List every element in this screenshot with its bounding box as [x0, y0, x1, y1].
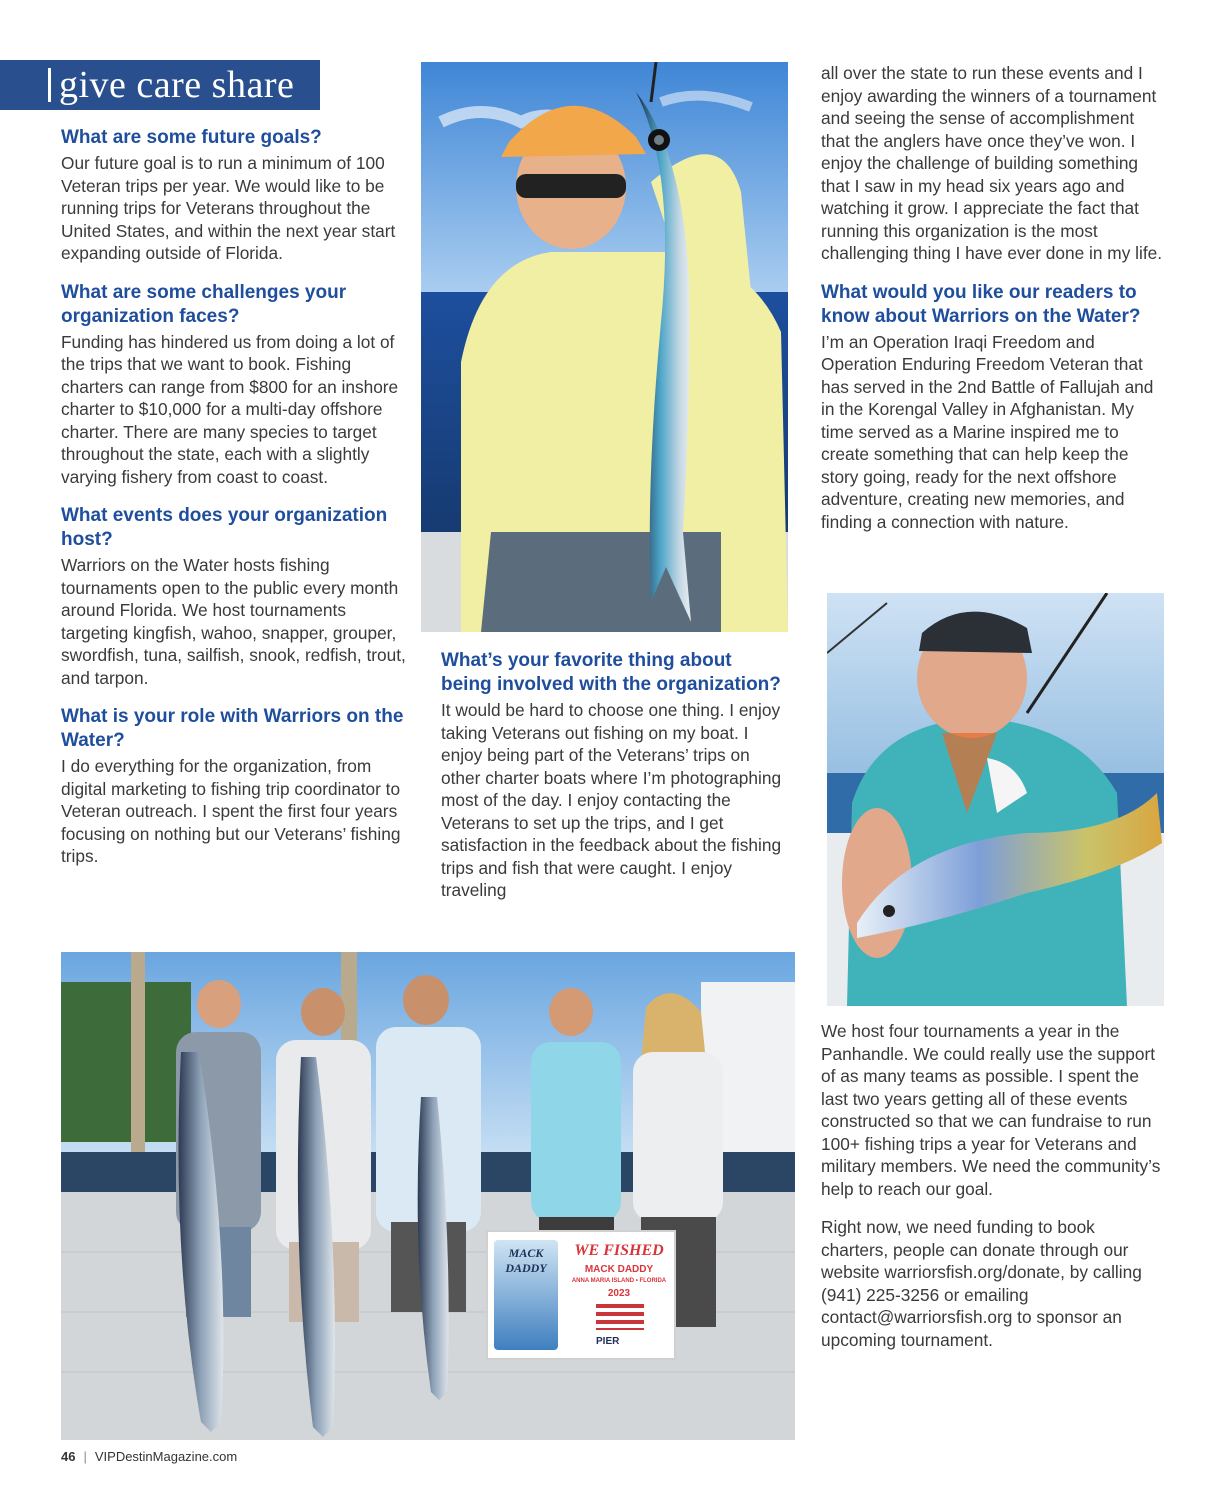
- right-column-top: [821, 62, 1166, 533]
- sign-logo-line2: DADDY: [505, 1261, 547, 1275]
- continuation-text: all over the state to run these events and I enjoy awarding the winners of a tournament and seeing the sense of accomplishment that the anglers have once they’ve won. I enjoy the challenge of building something that I saw in my head six years ago and watching it grow. I appreciate the fact that running this organization is the most challenging thing I have ever done in my life.: [821, 63, 1163, 263]
- sign-year: 2023: [607, 1288, 631, 1299]
- sign-location: ANNA MARIA ISLAND • FLORIDA: [571, 1278, 667, 1284]
- left-column: [61, 126, 406, 868]
- answer-challenges: Funding has hindered us from doing a lot of the trips that we want to book. Fishing charters can range from $800 for an inshore charter to $10,000 for a multi-day offshore charter. There are many species to target throughout the state, each with a slightly varying fishery from coast to coast.: [61, 331, 399, 487]
- paragraph-tournaments: We host four tournaments a year in the Panhandle. We could really use the support of as many teams as possible. I spent the last two years getting all of these events constructed so that we can fundraise to run 100+ fishing trips a year for Veterans and military members. We need the community’s help to reach our goal.: [821, 1021, 1161, 1199]
- question-role: What is your role with Warriors on the Water?: [61, 706, 404, 751]
- answer-events: Warriors on the Water hosts fishing tournaments open to the public every month around Florida. We host tournaments targeting kingfish, wahoo, snapper, grouper, swordfish, tuna, sailfish, snook, redfish, trout, and tarpon.: [61, 555, 406, 688]
- sign-sponsor: PIER: [596, 1336, 620, 1347]
- sign-logo: [494, 1240, 558, 1350]
- tournament-sign: [486, 1230, 676, 1360]
- website-link[interactable]: VIPDestinMagazine.com: [94, 1449, 238, 1464]
- question-events: What events does your organization host?: [61, 505, 388, 550]
- sign-headline: WE FISHED: [574, 1242, 664, 1259]
- sign-flag: [596, 1304, 644, 1330]
- footer-separator: |: [83, 1449, 87, 1464]
- question-readers-know: What would you like our readers to know about Warriors on the Water?: [821, 281, 1141, 327]
- photo-angler-with-tuna: [421, 62, 788, 632]
- page-number: 46: [61, 1449, 76, 1464]
- answer-future-goals: Our future goal is to run a minimum of 100 Veteran trips per year. We would like to be running trips for Veterans throughout the United States, and within the next year start expanding outside of Florida.: [61, 153, 396, 263]
- right-column-bottom: [821, 1020, 1166, 1351]
- middle-column: [441, 649, 786, 902]
- banner-divider: [48, 68, 51, 102]
- paragraph-donate: Right now, we need funding to book charters, people can donate through our website warriorsfish.org/donate, by calling (941) 225-3256 or emailing contact@warriorsfish.org to sponsor an upcoming tournament.: [821, 1217, 1142, 1350]
- answer-role: I do everything for the organization, from digital marketing to fishing trip coordinator to Veteran outreach. I spent the first four years focusing on nothing but our Veterans’ fishing trips.: [61, 756, 401, 866]
- photo-veteran-with-mahi: [827, 593, 1164, 1006]
- photo-team-with-wahoo: [61, 952, 795, 1440]
- sign-subtitle: MACK DADDY: [584, 1264, 654, 1275]
- question-favorite-thing: What’s your favorite thing about being involved with the organization?: [441, 650, 781, 695]
- section-banner: [0, 60, 320, 110]
- answer-readers-know: I’m an Operation Iraqi Freedom and Operation Enduring Freedom Veteran that has served in the 2nd Battle of Fallujah and in the Korengal Valley in Afghanistan. My time served as a Marine inspired me to create something that can help keep the story going, ready for the next offshore adventure, creating new memories, and finding a connection with nature.: [821, 331, 1154, 532]
- question-future-goals: What are some future goals?: [61, 127, 322, 148]
- question-challenges: What are some challenges your organization faces?: [61, 281, 347, 327]
- page-footer: [61, 1449, 237, 1464]
- answer-favorite-thing: It would be hard to choose one thing. I enjoy taking Veterans out fishing on my boat. I enjoy being part of the Veterans’ trips on other charter boats where I’m photographing most of the day. I enjoy contacting the Veterans to set up the trips, and I get satisfaction in the feedback about the fishing trips and fish that were caught. I enjoy traveling: [441, 700, 782, 900]
- sign-logo-line1: MACK: [508, 1246, 544, 1260]
- section-title: give care share: [59, 64, 295, 106]
